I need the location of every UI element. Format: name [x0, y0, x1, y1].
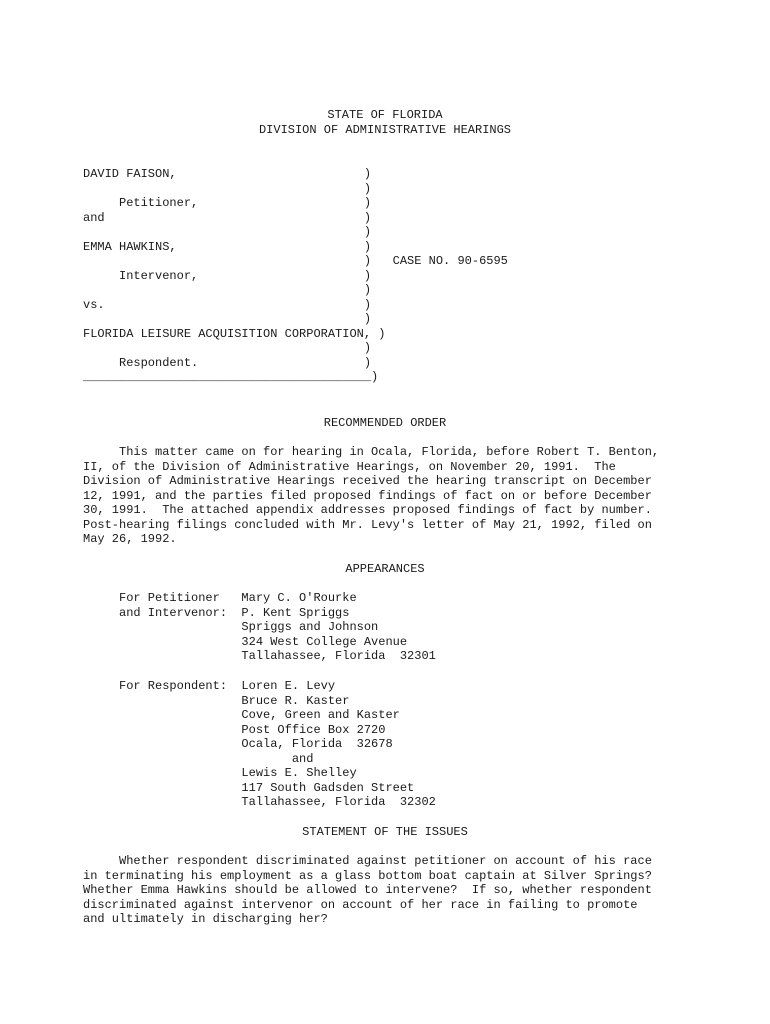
respondent-appearance: For Respondent: Loren E. Levy Bruce R. Kaster Cove, Green and Kaster Post Office Box 2720 Ocala, Florida 32678 and Lewis E. Shelley 117 South Gadsden Street Tallahassee, Florida 32302	[119, 679, 436, 809]
issues-paragraph: Whether respondent discriminated against petitioner on account of his race in terminating his employment as a glass bottom boat captain at Silver Springs? Whether Emma Hawkins should be allowed to intervene? If so, whether respondent discriminated against intervenor on account of her race in failing to promote and ultimately in discharging her?	[83, 854, 652, 926]
petitioner-appearance: For Petitioner Mary C. O'Rourke and Intervenor: P. Kent Spriggs Spriggs and Johnson 324 West College Avenue Tallahassee, Florida 32301	[119, 591, 436, 663]
state-heading: STATE OF FLORIDA	[327, 108, 443, 122]
issues-title: STATEMENT OF THE ISSUES	[302, 825, 468, 839]
case-caption: DAVID FAISON, ) ) Petitioner, ) and ) ) EMMA HAWKINS, ) ) CASE NO. 90-6595 Intervenor, ) ) vs. ) ) FLORIDA LEISURE ACQUISITION CORPORATION, ) ) Respondent. ) ________________________________________)	[83, 167, 508, 384]
division-heading: DIVISION OF ADMINISTRATIVE HEARINGS	[258, 123, 512, 137]
recommended-order-title: RECOMMENDED ORDER	[323, 416, 447, 430]
appearances-title: APPEARANCES	[345, 562, 425, 576]
order-paragraph: This matter came on for hearing in Ocala, Florida, before Robert T. Benton, II, of the Division of Administrative Hearings, on November 20, 1991. The Division of Administrative Hearings received the hearing transcript on December 12, 1991, and the parties filed proposed findings of fact on or before December 30, 1991. The attached appendix addresses proposed findings of fact by number. Post-hearing filings concluded with Mr. Levy's letter of May 21, 1992, filed on May 26, 1992.	[83, 445, 660, 546]
